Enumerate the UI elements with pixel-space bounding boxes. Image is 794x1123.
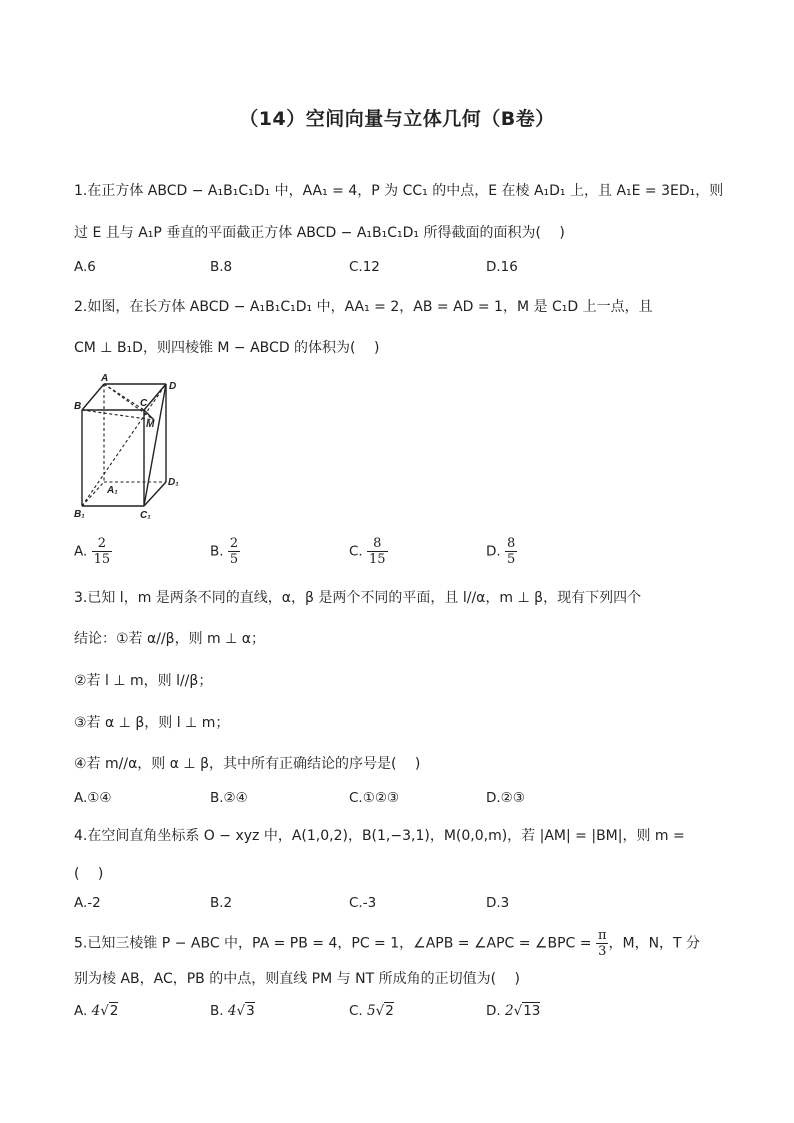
- q1-line1: 1.在正方体 ABCD − A₁B₁C₁D₁ 中，AA₁ = 4，P 为 CC₁ 的中点，E 在棱 A₁D₁ 上，且 A₁E = 3ED₁，则: [74, 183, 724, 199]
- label-d: D: [169, 381, 177, 392]
- q4-option-d: D.3: [486, 895, 510, 911]
- q1-option-c: C.12: [349, 259, 380, 275]
- q1-option-a: A.6: [74, 259, 96, 275]
- page-title: （14）空间向量与立体几何（B卷）: [239, 108, 555, 130]
- q3-option-c: C.①②③: [349, 790, 400, 806]
- q2-line1: 2.如图，在长方体 ABCD − A₁B₁C₁D₁ 中，AA₁ = 2，AB = AD = 1，M 是 C₁D 上一点，且: [74, 299, 653, 315]
- q5-option-d: D. 2√13: [486, 1003, 541, 1019]
- q4-line2: ( ): [74, 866, 104, 882]
- pi-over-3-fraction: $\frac{\pi}{3}$: [597, 928, 607, 959]
- fraction: $\frac{8}{5}$: [506, 536, 516, 567]
- q2-option-c: C. $\frac{8}{15}$: [349, 536, 386, 567]
- label-a: A: [101, 373, 109, 384]
- label-d1: D₁: [168, 477, 179, 488]
- q3-line3: ②若 l ⊥ m，则 l//β；: [74, 673, 213, 689]
- q5-option-c: C. 5√2: [349, 1003, 394, 1019]
- q5-line2: 别为棱 AB，AC，PB 的中点，则直线 PM 与 NT 所成角的正切值为( ): [74, 971, 520, 987]
- q3-line5: ④若 m//α，则 α ⊥ β，其中所有正确结论的序号是( ): [74, 756, 421, 772]
- label-b1: B₁: [74, 509, 85, 520]
- label-c1: C₁: [140, 510, 151, 520]
- q1-option-d: D.16: [486, 259, 518, 275]
- label-c: C: [140, 398, 148, 409]
- q3-option-b: B.②④: [210, 790, 248, 806]
- fraction: $\frac{8}{15}$: [369, 536, 386, 567]
- q2-option-a: A. $\frac{2}{15}$: [74, 536, 111, 567]
- q1-line2: 过 E 且与 A₁P 垂直的平面截正方体 ABCD − A₁B₁C₁D₁ 所得截面的面积为( ): [74, 225, 565, 241]
- q4-option-c: C.-3: [349, 895, 377, 911]
- q4-option-a: A.-2: [74, 895, 101, 911]
- q2-line2: CM ⊥ B₁D，则四棱锥 M − ABCD 的体积为( ): [74, 340, 380, 356]
- cuboid-figure: [74, 372, 184, 524]
- q4-line1: 4.在空间直角坐标系 O − xyz 中，A(1,0,2)，B(1,−3,1)，M(0,0,m)，若 |AM| = |BM|，则 m =: [74, 828, 685, 844]
- fraction: $\frac{2}{15}$: [93, 536, 111, 567]
- q3-option-a: A.①④: [74, 790, 112, 806]
- q5-option-b: B. 4√3: [210, 1003, 255, 1019]
- label-m: M: [146, 419, 155, 430]
- label-a1: A₁: [107, 485, 118, 496]
- q3-option-d: D.②③: [486, 790, 525, 806]
- q1-option-b: B.8: [210, 259, 233, 275]
- q3-line4: ③若 α ⊥ β，则 l ⊥ m；: [74, 715, 230, 731]
- q4-option-b: B.2: [210, 895, 233, 911]
- cuboid-diagram: [74, 372, 184, 520]
- label-b: B: [74, 401, 82, 412]
- q5-option-a: A. 4√2: [74, 1003, 119, 1019]
- q3-line1: 3.已知 l，m 是两条不同的直线，α，β 是两个不同的平面，且 l//α，m ⊥ β，现有下列四个: [74, 590, 642, 606]
- q2-option-d: D. $\frac{8}{5}$: [486, 536, 516, 567]
- q3-line2: 结论：①若 α//β，则 m ⊥ α；: [74, 631, 266, 647]
- q5-line1: 5.已知三棱锥 P − ABC 中，PA = PB = 4，PC = 1，∠APB = ∠APC = ∠BPC = $\frac{\pi}{3}$ ，M，N，T 分: [74, 928, 701, 959]
- q2-option-b: B. $\frac{2}{5}$: [210, 536, 239, 567]
- fraction: $\frac{2}{5}$: [229, 536, 239, 567]
